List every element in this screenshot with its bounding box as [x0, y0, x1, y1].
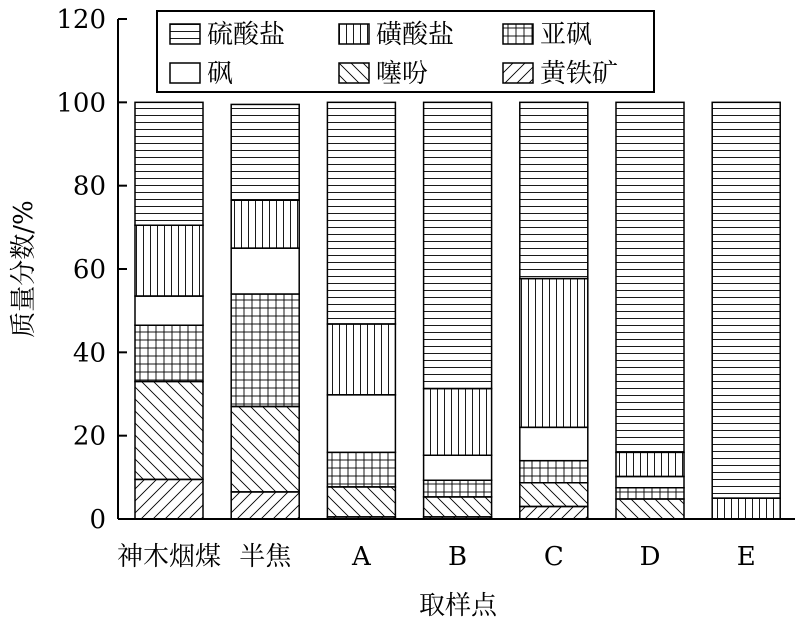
legend-label: 黄铁矿	[540, 59, 619, 89]
legend-label: 亚砜	[540, 20, 593, 50]
bar-segment	[135, 382, 203, 480]
bar-segment	[231, 200, 299, 248]
legend-label: 硫酸盐	[207, 20, 286, 50]
bar-segment	[327, 487, 395, 517]
bar-segment	[616, 488, 684, 499]
x-tick-label: D	[639, 542, 661, 572]
bar-segment	[231, 294, 299, 407]
bar-segment	[327, 102, 395, 324]
bar-segment	[327, 395, 395, 453]
bar-segment	[616, 477, 684, 488]
bar-segment	[520, 102, 588, 278]
bar-segment	[616, 102, 684, 452]
x-tick-label: C	[543, 542, 564, 572]
bar-segment	[520, 507, 588, 520]
legend-swatch	[503, 24, 533, 44]
bar-segment	[327, 324, 395, 395]
x-tick-label: A	[352, 542, 371, 572]
legend-label: 磺酸盐	[376, 20, 455, 50]
bar-segment	[520, 461, 588, 483]
bar-segment	[327, 452, 395, 487]
y-tick-label: 80	[72, 171, 106, 202]
legend-label: 砜	[207, 59, 234, 89]
legend-swatch	[170, 63, 200, 83]
bars-layer	[135, 102, 780, 519]
y-ticks	[56, 5, 127, 535]
y-tick-label: 100	[56, 88, 106, 119]
legend-swatch	[339, 24, 369, 44]
x-axis-title: 取样点	[418, 591, 498, 621]
bar-segment	[424, 455, 492, 480]
bar-segment	[520, 427, 588, 460]
bar-segment	[424, 389, 492, 456]
bar-segment	[616, 452, 684, 476]
y-tick-label: 60	[72, 255, 106, 285]
bar-segment	[231, 407, 299, 492]
bar-segment	[520, 483, 588, 507]
legend-swatch	[339, 63, 369, 83]
bar-segment	[616, 499, 684, 519]
y-tick-label: 20	[72, 421, 106, 452]
x-tick-label: 半焦	[239, 542, 292, 572]
y-tick-label: 0	[89, 505, 106, 535]
y-axis-title: 质量分数/%	[9, 200, 39, 338]
bar-segment	[231, 248, 299, 294]
bar-segment	[135, 479, 203, 519]
bar-segment	[424, 102, 492, 388]
legend-label: 噻吩	[376, 59, 429, 89]
bar-segment	[231, 104, 299, 200]
bar-segment	[231, 492, 299, 519]
bar-segment	[135, 296, 203, 325]
bar-segment	[712, 498, 780, 519]
y-tick-label: 120	[56, 5, 106, 35]
bar-segment	[712, 102, 780, 498]
bar-segment	[135, 225, 203, 296]
x-tick-label: 神木烟煤	[116, 542, 222, 572]
x-tick-label: B	[448, 542, 468, 572]
y-tick-label: 40	[72, 338, 106, 369]
legend	[157, 11, 654, 92]
bar-segment	[135, 102, 203, 225]
bar-segment	[424, 497, 492, 517]
legend-swatch	[170, 24, 200, 44]
x-tick-label: E	[736, 542, 756, 572]
bar-segment	[520, 279, 588, 428]
x-tick-labels	[117, 542, 756, 572]
legend-swatch	[503, 63, 533, 83]
bar-segment	[135, 325, 203, 381]
bar-segment	[424, 480, 492, 497]
